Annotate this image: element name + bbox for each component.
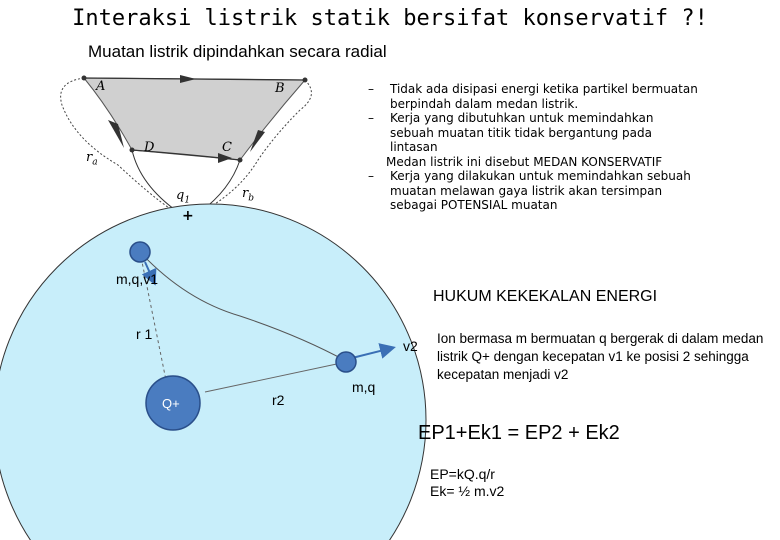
point-a <box>82 76 87 81</box>
shaded-region <box>84 78 305 160</box>
point-d <box>130 148 135 153</box>
bullet-item: – Kerja yang dibutuhkan untuk memindahkan sebuah muatan titik tidak bergantung pada lintasan <box>368 111 654 154</box>
page-subtitle: Muatan listrik dipindahkan secara radial <box>88 42 387 61</box>
label-r1: r 1 <box>136 326 153 342</box>
label-end-charge: m,q <box>352 379 376 395</box>
description-text: Ion bermasa m bermuatan q bergerak di dalam medan listrik Q+ dengan kecepatan v1 ke posisi 2 sehingga kecepatan menjadi v2 <box>437 331 764 382</box>
bullet-item: – Tidak ada disipasi energi ketika partikel bermuatan berpindah dalam medan listrik. <box>368 82 698 111</box>
page-title: Interaksi listrik statik bersifat konservatif ?! <box>72 6 708 31</box>
charge-start <box>130 242 150 262</box>
conservative-note: Medan listrik ini disebut MEDAN KONSERVATIF <box>386 154 663 169</box>
label-r2: r2 <box>272 392 285 408</box>
label-ra: $r_a$ <box>86 150 98 168</box>
path-ra <box>132 150 178 212</box>
label-v2: v2 <box>403 338 418 354</box>
plus-sign: + <box>182 208 194 224</box>
point-b <box>303 78 308 83</box>
label-d: D <box>144 140 155 155</box>
hukum-heading: HUKUM KEKEKALAN ENERGI <box>433 288 658 305</box>
label-rb: $r_b$ <box>242 186 254 204</box>
bullet-list <box>368 82 698 213</box>
point-c <box>238 158 243 163</box>
label-q-plus: Q+ <box>162 396 180 411</box>
label-c: C <box>222 140 232 155</box>
field-circle <box>0 204 426 540</box>
label-a: A <box>96 79 106 94</box>
label-b: B <box>275 81 285 96</box>
label-q1: $q_1$ <box>176 188 191 206</box>
energy-equation: EP1+Ek1 = EP2 + Ek2 <box>418 422 620 444</box>
big-field-diagram <box>0 204 426 540</box>
label-start-charge: m,q,v1 <box>116 271 159 287</box>
formula-ep: EP=kQ.q/r <box>430 466 495 482</box>
formula-block <box>430 466 504 500</box>
charge-end <box>336 352 356 372</box>
formula-ek: Ek= ½ m.v2 <box>430 483 505 499</box>
bullet-item: – Kerja yang dilakukan untuk memindahkan sebuah muatan melawan gaya listrik akan tersimpan sebagai POTENSIAL muatan <box>368 169 691 212</box>
